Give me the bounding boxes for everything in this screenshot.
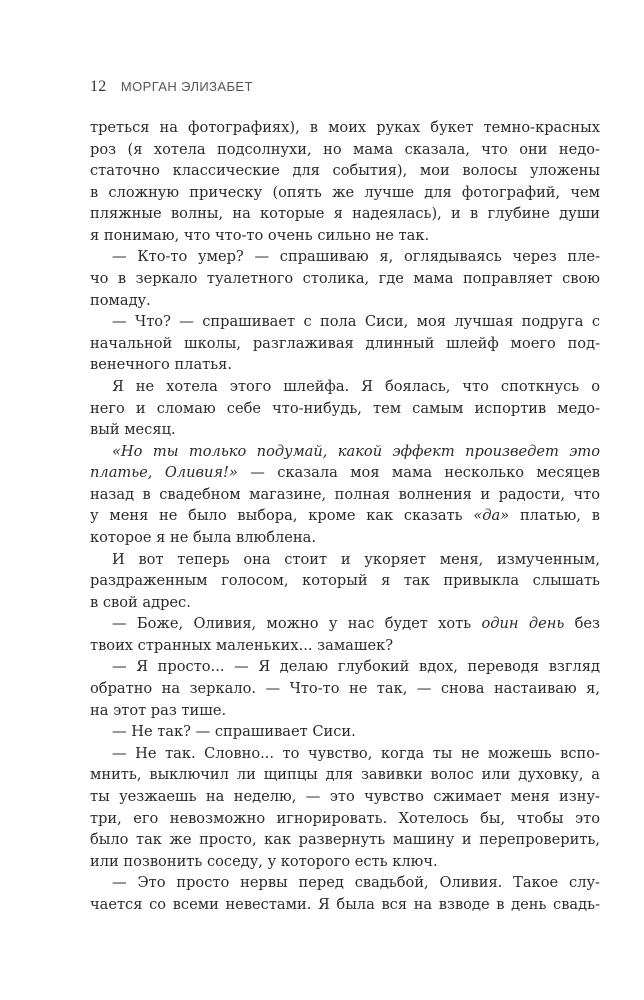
text-line <box>90 764 600 786</box>
text-line <box>90 527 600 549</box>
text-line <box>90 398 600 420</box>
text-line <box>90 376 600 398</box>
text-line <box>90 225 600 247</box>
text-segment: роз (я хотела подсолнухи, но мама сказала, что они недо- <box>90 140 600 158</box>
text-line <box>90 613 600 635</box>
text-line <box>90 419 600 441</box>
text-segment: вый месяц. <box>90 421 176 439</box>
author-name: МОРГАН ЭЛИЗАБЕТ <box>120 79 253 94</box>
text-segment: помаду. <box>90 291 151 309</box>
text-segment: мнить, выключил ли щипцы для завивки волос или духовку, а <box>90 766 600 784</box>
text-segment: — Не так. Словно... то чувство, когда ты не можешь вспо- <box>112 744 600 762</box>
text-segment: — Это просто нервы перед свадьбой, Оливия. Такое слу- <box>112 874 600 892</box>
text-segment: — Что? — спрашивает с пола Сиси, моя лучшая подруга с <box>112 313 600 331</box>
text-segment: на этот раз тише. <box>90 701 227 719</box>
text-line <box>90 484 600 506</box>
text-segment: — сказала моя мама несколько месяцев <box>237 464 600 482</box>
text-line <box>90 851 600 873</box>
text-segment: — Боже, Оливия, можно у нас будет хоть <box>112 615 482 633</box>
text-segment: было так же просто, как развернуть машину и перепроверить, <box>90 831 600 849</box>
italic-text: «Но ты только подумай, какой эффект произведет это <box>112 442 600 460</box>
text-segment: ты уезжаешь на неделю, — это чувство сжимает меня изну- <box>90 787 600 805</box>
text-line <box>90 290 600 312</box>
text-line <box>90 354 600 376</box>
text-line <box>90 462 600 484</box>
text-segment: платью, в <box>509 507 600 525</box>
text-line <box>90 786 600 808</box>
text-line <box>90 570 600 592</box>
body-text <box>90 117 600 915</box>
text-segment: в свой адрес. <box>90 593 191 611</box>
text-line <box>90 829 600 851</box>
text-line <box>90 808 600 830</box>
text-line <box>90 311 600 333</box>
text-segment: чается со всеми невестами. Я была вся на взводе в день свадь- <box>90 895 600 913</box>
text-segment: начальной школы, разглаживая длинный шлейф моего под- <box>90 334 600 352</box>
text-segment: у меня не было выбора, кроме как сказать <box>90 507 474 525</box>
text-segment: — Я просто... — Я делаю глубокий вдох, переводя взгляд <box>112 658 600 676</box>
text-segment: или позвонить соседу, у которого есть ключ. <box>90 852 438 870</box>
text-segment: обратно на зеркало. — Что-то не так, — снова настаиваю я, <box>90 680 600 698</box>
text-segment: И вот теперь она стоит и укоряет меня, измученным, <box>112 550 600 568</box>
text-line <box>90 872 600 894</box>
page-number: 12 <box>90 78 107 95</box>
text-line <box>90 700 600 722</box>
text-line <box>90 592 600 614</box>
text-segment: венечного платья. <box>90 356 233 374</box>
italic-text: «да» <box>473 507 510 525</box>
text-segment: него и сломаю себе что-нибудь, тем самым испортив медо- <box>90 399 600 417</box>
text-segment: без <box>564 615 600 633</box>
text-line <box>90 117 600 139</box>
text-segment: раздраженным голосом, который я так привыкла слышать <box>90 572 600 590</box>
text-segment: в сложную прическу (опять же лучше для фотографий, чем <box>90 183 600 201</box>
text-segment: Я не хотела этого шлейфа. Я боялась, что споткнусь о <box>112 377 600 395</box>
text-segment: чо в зеркало туалетного столика, где мама поправляет свою <box>90 270 600 288</box>
running-header <box>90 78 253 96</box>
text-line <box>90 721 600 743</box>
text-segment: — Не так? — спрашивает Сиси. <box>112 723 356 741</box>
text-line <box>90 246 600 268</box>
text-line <box>90 505 600 527</box>
text-line <box>90 743 600 765</box>
text-line <box>90 182 600 204</box>
text-segment: я понимаю, что что-то очень сильно не так. <box>90 226 430 244</box>
text-line <box>90 678 600 700</box>
text-line <box>90 635 600 657</box>
text-line <box>90 894 600 916</box>
text-segment: три, его невозможно игнорировать. Хотелось бы, чтобы это <box>90 809 600 827</box>
text-line <box>90 441 600 463</box>
text-line <box>90 139 600 161</box>
text-line <box>90 160 600 182</box>
text-segment: — Кто-то умер? — спрашиваю я, оглядываясь через пле- <box>112 248 600 266</box>
text-line <box>90 656 600 678</box>
text-segment: треться на фотографиях), в моих руках букет темно-красных <box>90 119 600 136</box>
text-segment: которое я не была влюблена. <box>90 528 316 546</box>
text-segment: назад в свадебном магазине, полная волнения и радости, что <box>90 485 600 503</box>
italic-text: платье, Оливия!» <box>90 464 238 482</box>
text-line <box>90 203 600 225</box>
text-segment: статочно классические для события), мои волосы уложены <box>90 162 600 180</box>
text-segment: твоих странных маленьких... замашек? <box>90 636 394 654</box>
italic-text: один день <box>481 615 565 633</box>
text-segment: пляжные волны, на которые я надеялась), и в глубине души <box>90 205 600 223</box>
text-line <box>90 333 600 355</box>
text-line <box>90 268 600 290</box>
text-line <box>90 549 600 571</box>
